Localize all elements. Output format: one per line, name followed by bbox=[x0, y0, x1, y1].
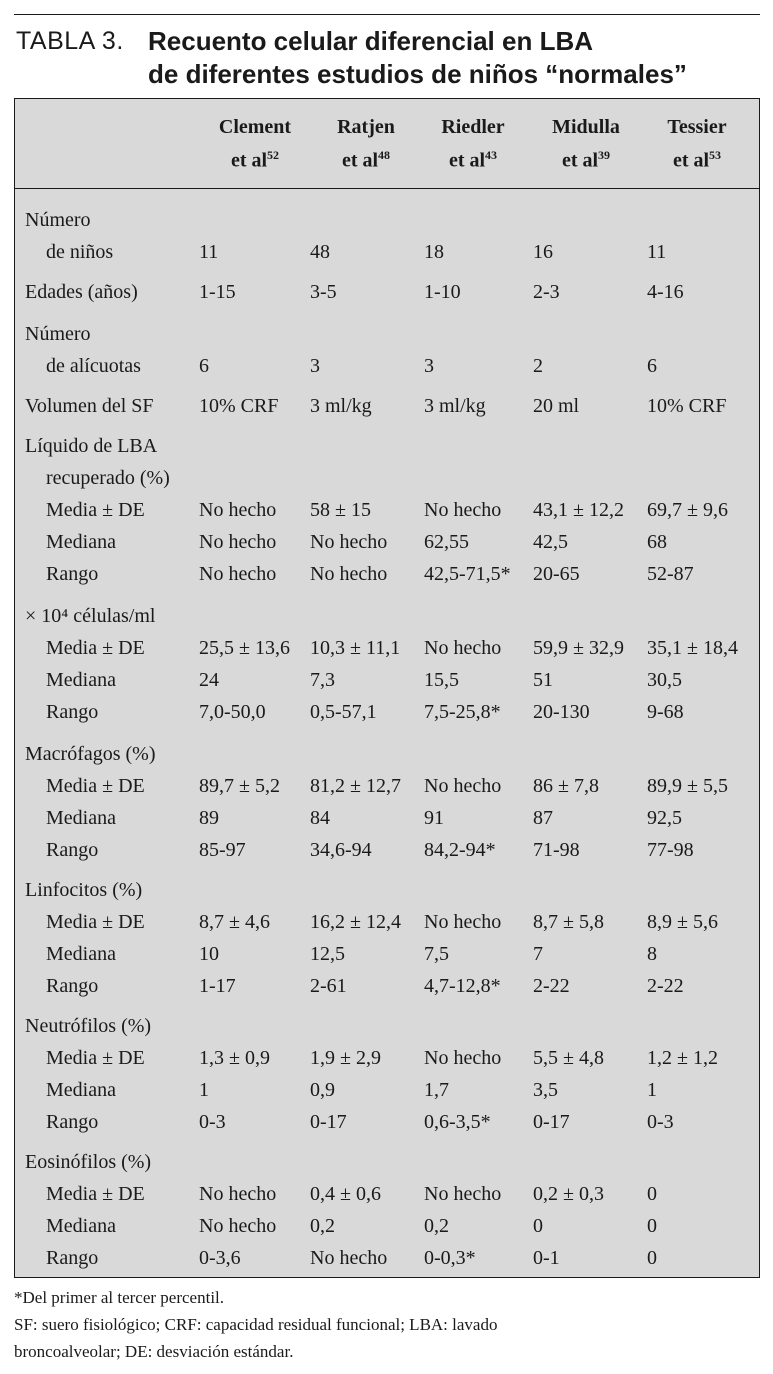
row-label: Linfocitos (%) bbox=[25, 879, 143, 901]
table-row bbox=[15, 875, 759, 905]
row-label: de niños bbox=[46, 241, 114, 263]
row-label: recuperado (%) bbox=[46, 467, 170, 489]
footnotes bbox=[14, 1284, 760, 1365]
table-cell: 58 ± 15 bbox=[310, 499, 371, 521]
column-header bbox=[413, 113, 533, 175]
table-title-text bbox=[148, 25, 687, 91]
row-label: Rango bbox=[46, 975, 99, 997]
table-cell: 51 bbox=[533, 669, 553, 691]
table-row bbox=[15, 277, 759, 307]
table-cell: 0 bbox=[533, 1215, 543, 1237]
table-cell: 15,5 bbox=[424, 669, 459, 691]
table-cell: 1,9 ± 2,9 bbox=[310, 1047, 381, 1069]
column-header-name: Tessier bbox=[667, 116, 727, 138]
table-cell: 1 bbox=[647, 1079, 657, 1101]
column-header bbox=[195, 113, 315, 175]
table-cell: 0-3 bbox=[199, 1111, 226, 1133]
table-cell: 69,7 ± 9,6 bbox=[647, 499, 728, 521]
table-cell: 0-3 bbox=[647, 1111, 674, 1133]
row-label: Eosinófilos (%) bbox=[25, 1151, 152, 1173]
table-cell: 1,3 ± 0,9 bbox=[199, 1047, 270, 1069]
table-cell: 20-65 bbox=[533, 563, 580, 585]
title-line-1: Recuento celular diferencial en LBA bbox=[148, 26, 594, 56]
table-row bbox=[15, 939, 759, 969]
reference-number: 52 bbox=[267, 148, 280, 162]
table-cell: 0,6-3,5* bbox=[424, 1111, 491, 1133]
column-header-name: Ratjen bbox=[337, 116, 395, 138]
row-label: de alícuotas bbox=[46, 355, 141, 377]
row-label: Rango bbox=[46, 563, 99, 585]
table-cell: 0-1 bbox=[533, 1247, 560, 1269]
table-cell: 86 ± 7,8 bbox=[533, 775, 599, 797]
table-cell: 18 bbox=[424, 241, 444, 263]
table-row bbox=[15, 1179, 759, 1209]
table-cell: No hecho bbox=[424, 1183, 502, 1205]
column-header-name: Clement bbox=[218, 116, 292, 138]
column-header-name: Midulla bbox=[552, 116, 620, 138]
column-header-sub: et $al^{53}$ bbox=[672, 148, 722, 172]
table-cell: 84 bbox=[310, 807, 330, 829]
table-row bbox=[15, 771, 759, 801]
table-cell: 0,2 bbox=[424, 1215, 449, 1237]
table-cell: 4-16 bbox=[647, 281, 684, 303]
table-cell: 48 bbox=[310, 241, 330, 263]
table-cell: 16,2 ± 12,4 bbox=[310, 911, 401, 933]
column-header-sub: et $al^{48}$ bbox=[341, 148, 391, 172]
reference-number: 53 bbox=[709, 148, 722, 162]
table-cell: No hecho bbox=[310, 531, 388, 553]
table-cell: 3,5 bbox=[533, 1079, 558, 1101]
row-label: Rango bbox=[46, 701, 99, 723]
table-title bbox=[14, 25, 760, 95]
table-cell: No hecho bbox=[424, 637, 502, 659]
table-cell: No hecho bbox=[424, 775, 502, 797]
row-label: Rango bbox=[46, 1247, 99, 1269]
table-cell: 42,5 bbox=[533, 531, 568, 553]
table-row bbox=[15, 527, 759, 557]
table-row bbox=[15, 633, 759, 663]
table-cell: No hecho bbox=[424, 1047, 502, 1069]
table-cell: 92,5 bbox=[647, 807, 682, 829]
title-line-2: de diferentes estudios de niños “normales” bbox=[148, 59, 687, 89]
table-cell: 0,4 ± 0,6 bbox=[310, 1183, 381, 1205]
row-label: Volumen del SF bbox=[25, 395, 154, 417]
table-cell: 9-68 bbox=[647, 701, 684, 723]
table-cell: 3-5 bbox=[310, 281, 337, 303]
row-label: Neutrófilos (%) bbox=[25, 1015, 152, 1037]
table-cell: 20 ml bbox=[533, 395, 580, 417]
reference-number: 43 bbox=[485, 148, 498, 162]
row-label: Número bbox=[25, 209, 91, 231]
table-cell: 2-61 bbox=[310, 975, 347, 997]
table-cell: 3 bbox=[424, 355, 434, 377]
table-row bbox=[15, 835, 759, 865]
table-cell: 77-98 bbox=[647, 839, 694, 861]
table-cell: 8,7 ± 5,8 bbox=[533, 911, 604, 933]
table-cell: 6 bbox=[199, 355, 209, 377]
table-cell: 2-3 bbox=[533, 281, 560, 303]
table-cell: 10% CRF bbox=[199, 395, 279, 417]
footnote-line: SF: suero fisiológico; CRF: capacidad residual funcional; LBA: lavado bbox=[14, 1315, 498, 1334]
document-page bbox=[14, 14, 760, 1361]
table-row bbox=[15, 665, 759, 695]
table-cell: 2-22 bbox=[533, 975, 570, 997]
row-label: Mediana bbox=[46, 1215, 116, 1237]
table-cell: 87 bbox=[533, 807, 553, 829]
table-cell: 0-3,6 bbox=[199, 1247, 241, 1269]
row-label: Media ± DE bbox=[46, 911, 145, 933]
table-cell: No hecho bbox=[310, 1247, 388, 1269]
table-cell: 89,9 ± 5,5 bbox=[647, 775, 728, 797]
table-cell: 7,0-50,0 bbox=[199, 701, 266, 723]
table-row bbox=[15, 739, 759, 769]
table-cell: 1-10 bbox=[424, 281, 461, 303]
table-row bbox=[15, 907, 759, 937]
table-cell: 12,5 bbox=[310, 943, 345, 965]
table-cell: 1,7 bbox=[424, 1079, 449, 1101]
table-cell: 85-97 bbox=[199, 839, 246, 861]
table-row bbox=[15, 319, 759, 349]
table-cell: 84,2-94* bbox=[424, 839, 496, 861]
top-rule bbox=[14, 14, 760, 15]
table-cell: 0-0,3* bbox=[424, 1247, 476, 1269]
table-cell: No hecho bbox=[199, 1183, 277, 1205]
column-header-sub: et $al^{39}$ bbox=[561, 148, 611, 172]
table-cell: 4,7-12,8* bbox=[424, 975, 501, 997]
table-cell: 7 bbox=[533, 943, 543, 965]
row-label: Media ± DE bbox=[46, 1183, 145, 1205]
table-row bbox=[15, 351, 759, 381]
table-cell: 11 bbox=[199, 241, 219, 263]
table-cell: 0 bbox=[647, 1183, 657, 1205]
table-row bbox=[15, 1043, 759, 1073]
table-cell: 91 bbox=[424, 807, 444, 829]
row-label: Media ± DE bbox=[46, 637, 145, 659]
table-cell: 1,2 ± 1,2 bbox=[647, 1047, 718, 1069]
table-cell: 59,9 ± 32,9 bbox=[533, 637, 624, 659]
row-label: Número bbox=[25, 323, 91, 345]
table-row bbox=[15, 205, 759, 235]
table-cell: 10 bbox=[199, 943, 219, 965]
table-cell: 42,5-71,5* bbox=[424, 563, 511, 585]
column-header-sub: et $al^{52}$ bbox=[230, 148, 280, 172]
row-label: Mediana bbox=[46, 807, 116, 829]
table-cell: 89 bbox=[199, 807, 219, 829]
table-cell: No hecho bbox=[424, 499, 502, 521]
row-label: Mediana bbox=[46, 943, 116, 965]
row-label: Edades (años) bbox=[25, 281, 138, 303]
table-cell: 5,5 ± 4,8 bbox=[533, 1047, 604, 1069]
table-cell: 0,5-57,1 bbox=[310, 701, 377, 723]
table-cell: 2-22 bbox=[647, 975, 684, 997]
row-label: Mediana bbox=[46, 1079, 116, 1101]
table-row bbox=[15, 1075, 759, 1105]
table-cell: 20-130 bbox=[533, 701, 590, 723]
table-cell: 24 bbox=[199, 669, 219, 691]
table-cell: 3 bbox=[310, 355, 320, 377]
row-label: Rango bbox=[46, 1111, 99, 1133]
table-cell: 16 bbox=[533, 241, 553, 263]
table-cell: 1-17 bbox=[199, 975, 236, 997]
table-row bbox=[15, 601, 759, 631]
table-row bbox=[15, 971, 759, 1001]
table-cell: 2 bbox=[533, 355, 543, 377]
table-cell: No hecho bbox=[199, 531, 277, 553]
table-cell: 0,2 ± 0,3 bbox=[533, 1183, 604, 1205]
table-cell: 7,5-25,8* bbox=[424, 701, 501, 723]
table-cell: 10% CRF bbox=[647, 395, 727, 417]
table-row bbox=[15, 803, 759, 833]
table-row bbox=[15, 1011, 759, 1041]
table-row bbox=[15, 1211, 759, 1241]
table-cell: 0-17 bbox=[533, 1111, 570, 1133]
table-row bbox=[15, 559, 759, 589]
data-table bbox=[14, 98, 760, 1278]
table-cell: 35,1 ± 18,4 bbox=[647, 637, 738, 659]
table-cell: 0 bbox=[647, 1247, 657, 1269]
table-cell: 0-17 bbox=[310, 1111, 347, 1133]
table-number-label: TABLA 3. bbox=[16, 27, 124, 55]
row-label: × 10⁴ células/ml bbox=[25, 605, 156, 627]
table-cell: 0 bbox=[647, 1215, 657, 1237]
row-label: Media ± DE bbox=[46, 1047, 145, 1069]
table-cell: No hecho bbox=[199, 499, 277, 521]
table-cell: 68 bbox=[647, 531, 667, 553]
table-cell: 89,7 ± 5,2 bbox=[199, 775, 280, 797]
row-label: Macrófagos (%) bbox=[25, 743, 156, 765]
table-cell: 7,3 bbox=[310, 669, 335, 691]
table-cell: 8,9 ± 5,6 bbox=[647, 911, 718, 933]
table-cell: 81,2 ± 12,7 bbox=[310, 775, 401, 797]
row-label: Líquido de LBA bbox=[25, 435, 158, 457]
table-row bbox=[15, 495, 759, 525]
table-row bbox=[15, 431, 759, 461]
table-row bbox=[15, 237, 759, 267]
table-cell: 0,2 bbox=[310, 1215, 335, 1237]
header-rule bbox=[15, 188, 759, 189]
table-row bbox=[15, 463, 759, 493]
table-cell: 43,1 ± 12,2 bbox=[533, 499, 624, 521]
row-label: Mediana bbox=[46, 531, 116, 553]
reference-number: 39 bbox=[598, 148, 611, 162]
reference-number: 48 bbox=[378, 148, 391, 162]
table-cell: 1-15 bbox=[199, 281, 236, 303]
column-header bbox=[306, 113, 426, 175]
column-header bbox=[526, 113, 646, 175]
column-header-name: Riedler bbox=[441, 116, 505, 138]
row-label: Media ± DE bbox=[46, 775, 145, 797]
table-cell: 11 bbox=[647, 241, 667, 263]
row-label: Rango bbox=[46, 839, 99, 861]
table-cell: 1 bbox=[199, 1079, 209, 1101]
table-cell: 10,3 ± 11,1 bbox=[310, 637, 401, 659]
table-row bbox=[15, 1107, 759, 1137]
table-row bbox=[15, 1147, 759, 1177]
table-cell: 34,6-94 bbox=[310, 839, 372, 861]
table-cell: No hecho bbox=[424, 911, 502, 933]
table-cell: 3 ml/kg bbox=[424, 395, 486, 417]
table-cell: 6 bbox=[647, 355, 657, 377]
column-header bbox=[637, 113, 757, 175]
table-cell: 71-98 bbox=[533, 839, 580, 861]
table-row bbox=[15, 1243, 759, 1273]
row-label: Media ± DE bbox=[46, 499, 145, 521]
footnote-line: broncoalveolar; DE: desviación estándar. bbox=[14, 1342, 294, 1361]
column-header-sub: et $al^{43}$ bbox=[448, 148, 498, 172]
table-row bbox=[15, 697, 759, 727]
table-cell: 8 bbox=[647, 943, 657, 965]
table-cell: 62,55 bbox=[424, 531, 469, 553]
table-cell: 8,7 ± 4,6 bbox=[199, 911, 270, 933]
row-label: Mediana bbox=[46, 669, 116, 691]
table-cell: 3 ml/kg bbox=[310, 395, 372, 417]
table-cell: No hecho bbox=[310, 563, 388, 585]
table-cell: 30,5 bbox=[647, 669, 682, 691]
table-cell: No hecho bbox=[199, 1215, 277, 1237]
table-cell: No hecho bbox=[199, 563, 277, 585]
footnote-line: *Del primer al tercer percentil. bbox=[14, 1288, 225, 1307]
table-row bbox=[15, 391, 759, 421]
table-cell: 0,9 bbox=[310, 1079, 335, 1101]
table-cell: 7,5 bbox=[424, 943, 449, 965]
table-cell: 52-87 bbox=[647, 563, 694, 585]
table-cell: 25,5 ± 13,6 bbox=[199, 637, 290, 659]
